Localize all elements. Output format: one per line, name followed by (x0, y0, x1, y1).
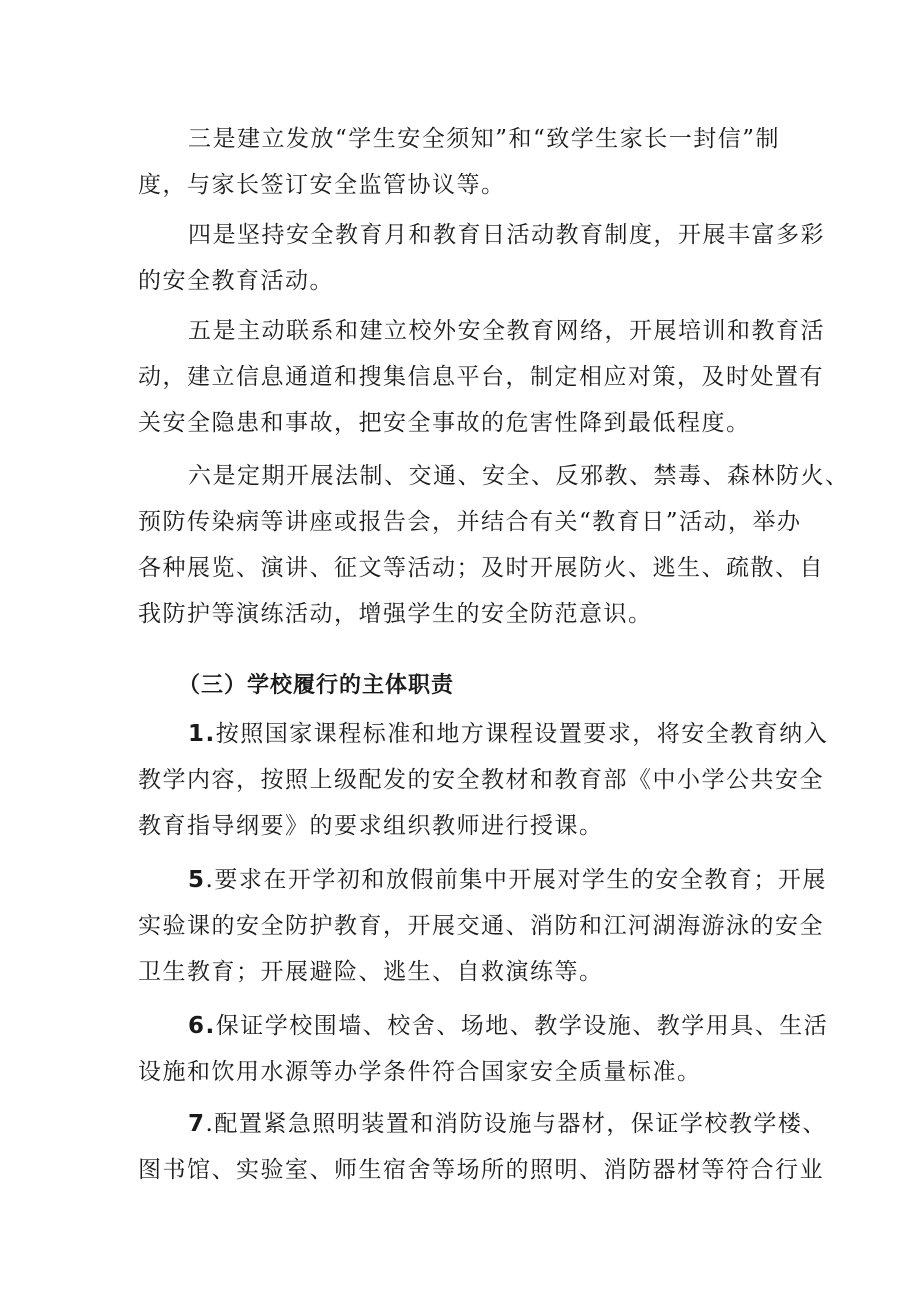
paragraph-line: 卫生教育；开展避险、逃生、自救演练等。 (138, 959, 604, 985)
numbered-item-7 (138, 1101, 827, 1193)
item-text: 按照国家课程标准和地方课程设置要求，将安全教育纳入 (215, 721, 829, 747)
paragraph-line: 我防护等演练活动，增强学生的安全防范意识。 (138, 601, 653, 627)
item-number: 5 (188, 867, 206, 893)
paragraph-line: 动，建立信息通道和搜集信息平台，制定相应对策，及时处置有 (138, 364, 824, 390)
section-heading: （三）学校履行的主体职责 (178, 673, 455, 698)
numbered-item-1 (138, 711, 829, 849)
item-text: .配置紧急照明装置和消防设施与器材，保证学校教学楼、 (205, 1111, 827, 1137)
paragraph-line: 度，与家长签订安全监管协议等。 (138, 172, 506, 198)
item-number: 6. (188, 1013, 216, 1039)
numbered-item-6 (138, 1003, 829, 1095)
paragraph-line (138, 857, 827, 903)
item-text: .要求在开学初和放假前集中开展对学生的安全教育；开展 (205, 867, 827, 893)
paragraph-line: 的安全教育活动。 (138, 268, 334, 294)
item-number: 7 (188, 1111, 206, 1137)
paragraph-line: 三是建立发放“学生安全须知”和“致学生家长一封信”制 (188, 126, 781, 152)
item-number: 1. (188, 721, 216, 747)
paragraph-item-5 (138, 308, 825, 446)
paragraph-line: 图书馆、实验室、师生宿舍等场所的照明、消防器材等符合行业 (138, 1157, 824, 1183)
paragraph-line: 六是定期开展法制、交通、安全、反邪教、禁毒、森林防火、 (188, 463, 850, 489)
numbered-item-5 (138, 857, 827, 995)
item-text: 保证学校围墙、校舍、场地、教学设施、教学用具、生活 (215, 1013, 829, 1039)
paragraph-line: 四是坚持安全教育月和教育日活动教育制度，开展丰富多彩 (188, 222, 825, 248)
paragraph-line (138, 1101, 827, 1147)
paragraph-item-3 (138, 116, 798, 208)
paragraph-line (138, 1003, 829, 1049)
paragraph-line: 教学内容，按照上级配发的安全教材和教育部《中小学公共安全 (138, 767, 824, 793)
paragraph-line: 关安全隐患和事故，把安全事故的危害性降到最低程度。 (138, 410, 751, 436)
paragraph-line: 预防传染病等讲座或报告会，并结合有关“教育日”活动，举办 (138, 509, 802, 535)
paragraph-line: 实验课的安全防护教育，开展交通、消防和江河湖海游泳的安全 (138, 913, 824, 939)
paragraph-item-4 (138, 212, 825, 304)
paragraph-item-6 (138, 453, 850, 637)
paragraph-line: 设施和饮用水源等办学条件符合国家安全质量标准。 (138, 1059, 702, 1085)
paragraph-line (138, 711, 829, 757)
paragraph-line: 教育指导纲要》的要求组织教师进行授课。 (138, 813, 604, 839)
paragraph-line: 五是主动联系和建立校外安全教育网络，开展培训和教育活 (188, 318, 825, 344)
paragraph-line: 各种展览、演讲、征文等活动；及时开展防火、逃生、疏散、自 (138, 555, 824, 581)
